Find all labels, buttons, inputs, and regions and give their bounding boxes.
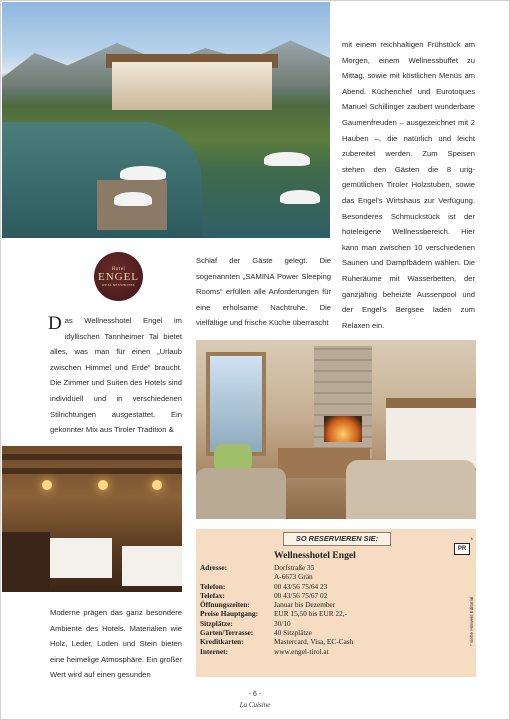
logo-line2: ENGEL: [97, 270, 140, 283]
bed: [386, 398, 476, 468]
garden-row: [200, 628, 353, 637]
hotel-engel-logo: [94, 252, 143, 301]
row-value: EUR 15,50 bis EUR 22,-: [274, 609, 347, 619]
opening-hours-row: [200, 600, 353, 609]
column-2-text: Schlaf der Gäste gelegt. Die sogenannten „SAMINA Power Sleeping Rooms“ erfüllen alle Anforderungen für eine erholsame Nachtruhe. Die vielfältige und frische Küche überrascht: [196, 256, 331, 328]
row-value: 00 43/56 75/67 02: [274, 590, 328, 600]
row-label: Telefon:: [200, 581, 226, 591]
magazine-brand: La Cuisine: [239, 701, 271, 709]
drop-cap: D: [48, 313, 62, 334]
internet-row: [200, 647, 353, 656]
reservation-hotel-name: Wellnesshotel Engel: [274, 550, 356, 561]
address-city-row: [200, 572, 353, 581]
row-label: Telefax:: [200, 590, 225, 600]
article-column-4: [50, 605, 182, 683]
prices-row: [200, 609, 353, 618]
fireplace: [324, 416, 362, 442]
lamp: [42, 480, 52, 490]
row-label: Sitzplätze:: [200, 618, 233, 628]
row-value: www.engel-tirol.at: [274, 646, 329, 656]
row-label: Kreditkarten:: [200, 637, 244, 647]
hotel-building: [112, 62, 272, 110]
credit-cards-row: [200, 637, 353, 646]
reservation-box: [196, 529, 476, 677]
article-column-3: [342, 37, 475, 333]
logo-line1: Hotel: [111, 266, 126, 272]
row-label: Internet:: [200, 646, 228, 656]
restaurant-photo: [2, 446, 182, 592]
pr-badge: PR: [454, 543, 470, 555]
resort-landscape-photo: [2, 2, 330, 238]
row-value: 40 Sitzplätze: [274, 628, 312, 638]
row-value: 30/10: [274, 618, 291, 628]
logo-line3: WELLNESSHOTEL: [101, 282, 136, 287]
phone-row: [200, 582, 353, 591]
row-label: Adresse:: [200, 563, 228, 572]
address-row: [200, 563, 353, 572]
lamp: [152, 480, 162, 490]
row-value: Mastercard, Visa, EC-Cash: [274, 637, 354, 647]
sofa-left: [196, 468, 286, 519]
row-label: Öffnungszeiten:: [200, 600, 250, 610]
row-value: Dorfstraße 35: [274, 563, 315, 572]
sofa-right: [346, 460, 476, 519]
article-column-2: [196, 253, 331, 331]
reservation-heading: SO RESERVIEREN SIE:: [283, 532, 391, 546]
row-label: Garten/Terrasse:: [200, 628, 254, 638]
seats-row: [200, 619, 353, 628]
sunshade: [114, 192, 152, 206]
window: [206, 352, 266, 456]
pr-star: *: [470, 538, 473, 544]
editorial-disclaimer: * siehe Hinweis Editorial: [469, 596, 474, 646]
ceiling-beam: [2, 454, 182, 460]
ceiling-beam: [2, 468, 182, 474]
table-cloth: [122, 546, 182, 586]
sunshade: [280, 190, 320, 204]
lamp: [98, 480, 108, 490]
row-value: Januar bis Dezember: [274, 600, 336, 610]
row-label: Preise Hauptgang:: [200, 609, 259, 619]
column-3-text: mit einem reichhaltigen Frühstück am Morgen, einem Wellnessbuffet zu Mittag, sowie mit köstlichen Menüs am Abend. Küchenchef und Eurotoques Manuel Schillinger zaubert wunderbare Gaumenfreuden – ausgezeichnet mit 2 Hauben –, die natürlich und leicht zubereitet werden. Zum Speisen stehen den Gästen die 8 urig-gemütlichen Tiroler Holzstuben, sowie das Engel's Wirtshaus zur Verfügung. Besonderes Schmuckstück ist der hoteleigene Wellnessbereich. Hier kann man zwischen 10 verschiedenen Saunen und Dampfbädern wählen. Die Ruheräume mit Wasserbetten, der ganzjährig beheizte Aussenpool und der Engel's Bergsee laden zum Relaxen ein.: [342, 40, 475, 330]
sunshade: [264, 152, 310, 166]
row-value: 00 43/56 75/64 23: [274, 581, 328, 591]
row-value: A-6673 Grän: [274, 572, 313, 582]
row-label: [200, 572, 274, 581]
sunshade: [120, 166, 166, 180]
column-1-text: as Wellnesshotel Engel im idyllischen Tannheimer Tal bietet alles, was man für einen „Urlaub zwischen Himmel und Erde“ braucht. Die Zimmer und Suiten des Hotels sind individuell und in verschiedenen Stilrichtungen ausgestattet. Ein gekonnter Mix aus Tiroler Tradition &: [50, 316, 182, 435]
hotel-room-photo: [196, 340, 476, 519]
fax-row: [200, 591, 353, 600]
page-number: - 6 -: [248, 691, 262, 698]
table-cloth: [42, 538, 112, 578]
column-4-text: Moderne prägen das ganz besondere Ambiente des Hotels. Materialien wie Holz, Leder, Loden und Stein bieten eine heimelige Atmosphäre. Ein großer Wert wird auf einen gesunden: [50, 608, 182, 680]
article-column-1: [50, 313, 182, 438]
dining-chairs: [2, 532, 50, 592]
reservation-details: [200, 563, 353, 656]
